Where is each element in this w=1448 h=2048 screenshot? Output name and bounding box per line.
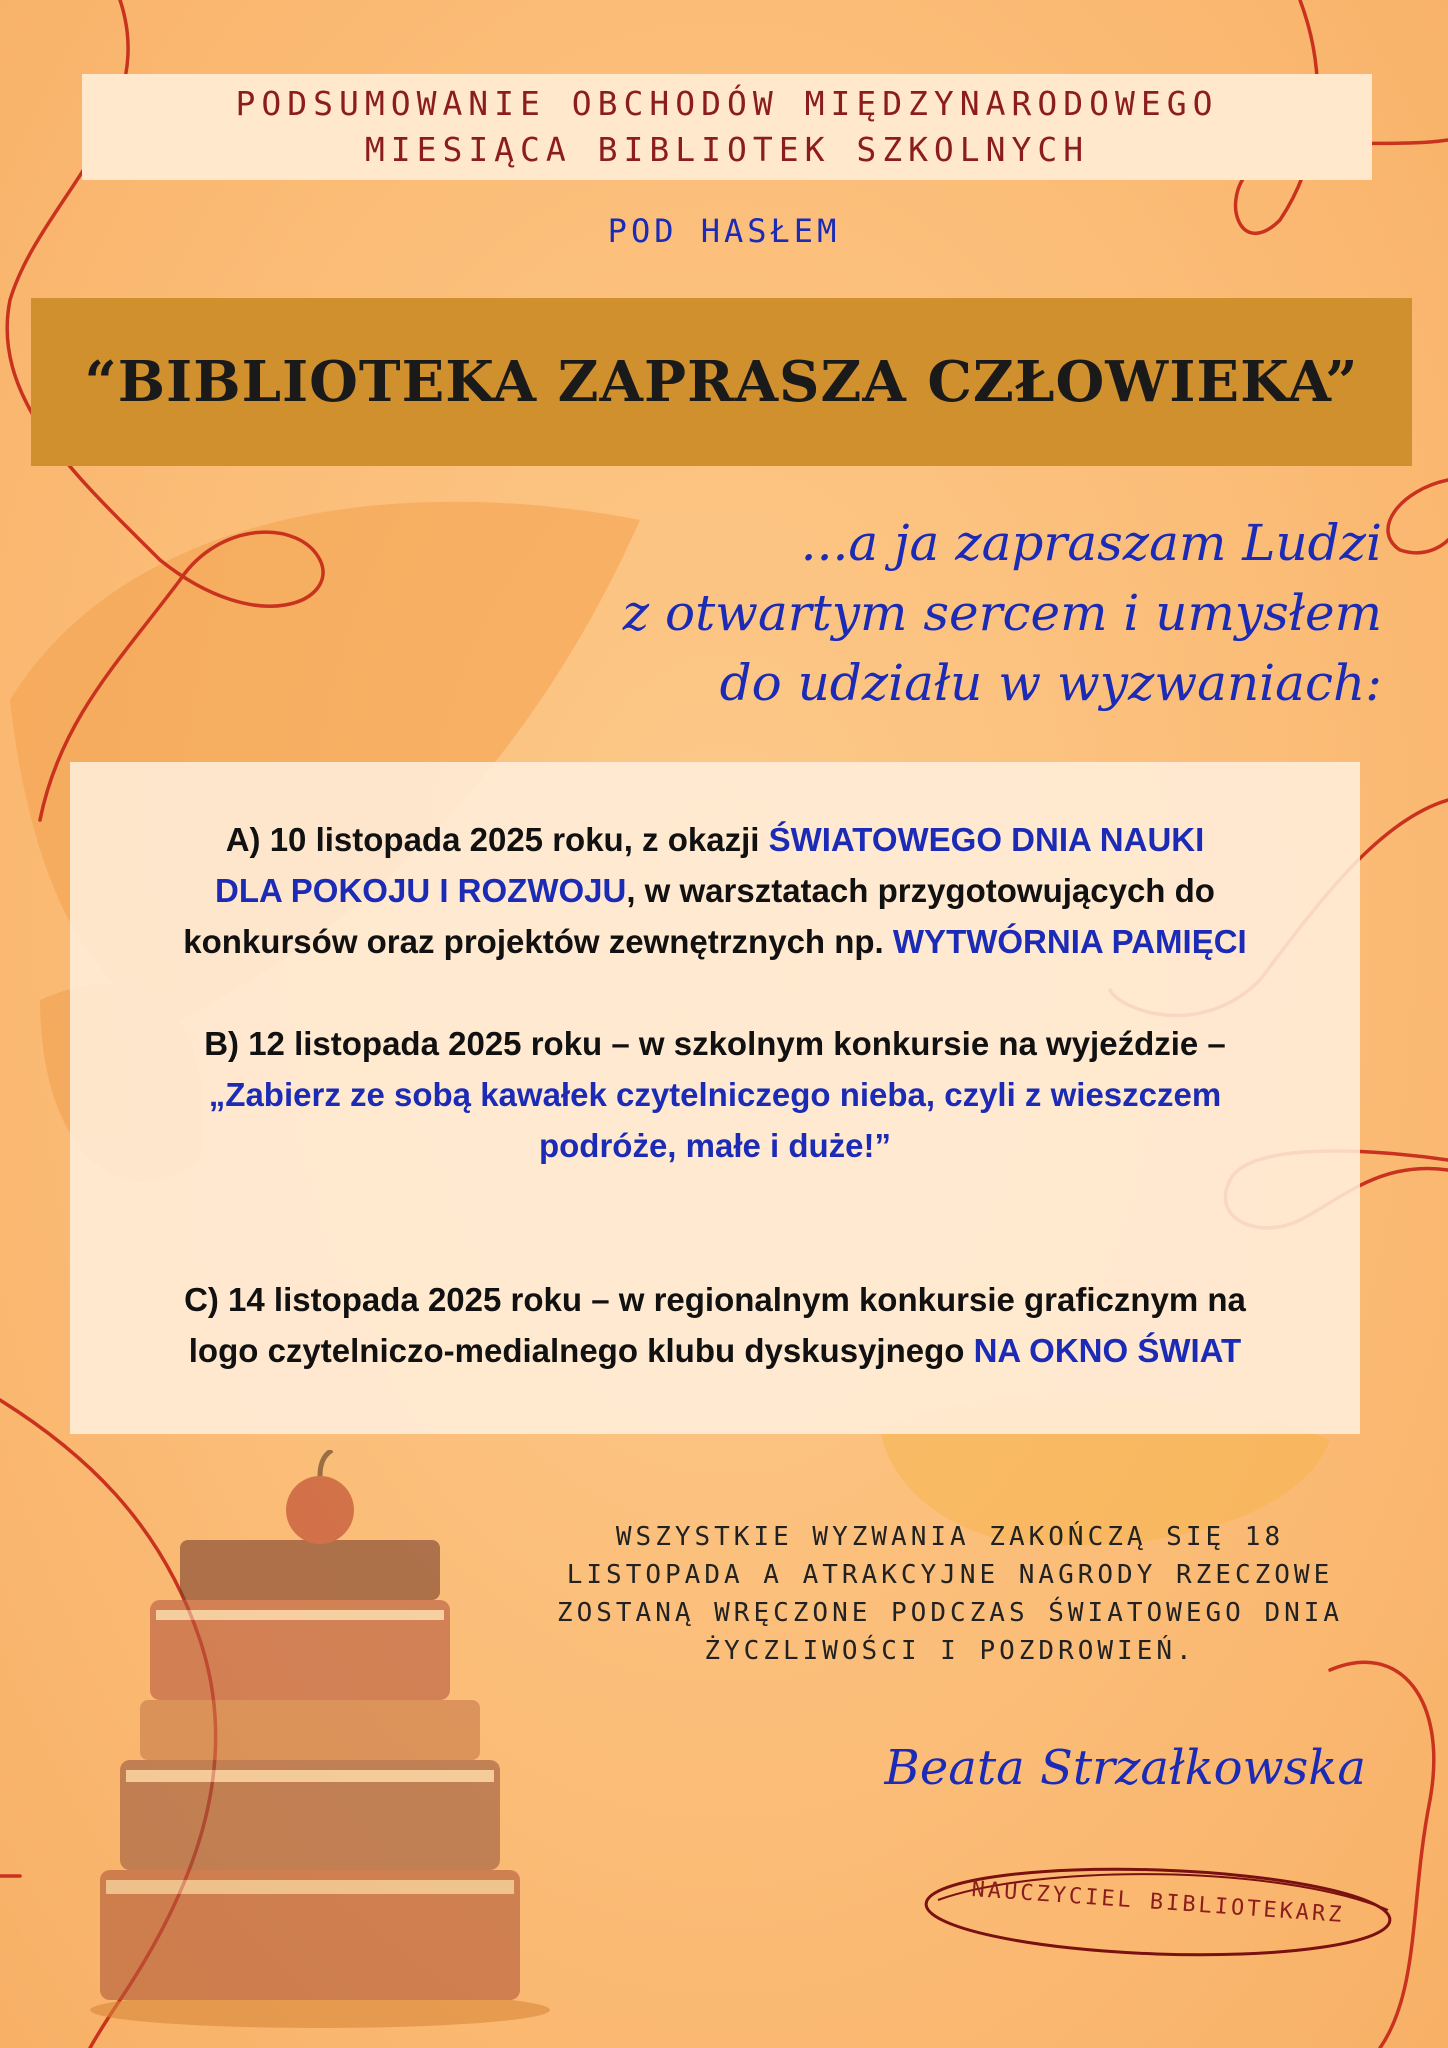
challenge-a-line-3	[70, 916, 1360, 967]
header-line-1: PODSUMOWANIE OBCHODÓW MIĘDZYNARODOWEGO	[235, 84, 1219, 123]
header-line-2: MIESIĄCA BIBLIOTEK SZKOLNYCH	[364, 130, 1090, 169]
banner-title: “BIBLIOTEKA ZAPRASZA CZŁOWIEKA”	[84, 349, 1359, 415]
challenge-a-event-cont: DLA POKOJU I ROZWOJU	[215, 872, 627, 909]
title-banner	[31, 298, 1412, 466]
footer-line-2: LISTOPADA A ATRAKCYJNE NAGRODY RZECZOWE	[566, 1560, 1334, 1590]
subheading: POD HASŁEM	[607, 212, 841, 250]
challenge-c	[70, 1274, 1360, 1376]
challenge-a-text-2: konkursów oraz projektów zewnętrznych np.	[183, 923, 893, 960]
challenge-a-event: ŚWIATOWEGO DNIA NAUKI	[768, 821, 1205, 858]
challenge-c-line-2	[70, 1325, 1360, 1376]
challenge-b-line-2: „Zabierz ze sobą kawałek czytelniczego nieba, czyli z wieszczem	[208, 1076, 1222, 1113]
signature: Beata Strzałkowska	[884, 1740, 1366, 1796]
invite-line-2: z otwartym sercem i umysłem	[622, 584, 1382, 642]
challenges-panel	[70, 762, 1360, 1434]
challenge-a-date: A) 10 listopada 2025 roku, z okazji	[225, 821, 769, 858]
challenge-a-project: WYTWÓRNIA PAMIĘCI	[892, 923, 1247, 960]
challenge-b-line-1: B) 12 listopada 2025 roku – w szkolnym konkursie na wyjeździe –	[204, 1025, 1226, 1062]
challenge-a-line-2	[70, 865, 1360, 916]
footer-line-3: ZOSTANĄ WRĘCZONE PODCZAS ŚWIATOWEGO DNIA	[556, 1598, 1344, 1628]
challenge-c-text: logo czytelniczo-medialnego klubu dyskusyjnego	[188, 1332, 974, 1369]
role-label: NAUCZYCIEL BIBLIOTEKARZ	[970, 1876, 1346, 1929]
challenge-c-line-1: C) 14 listopada 2025 roku – w regionalnym konkursie graficznym na	[184, 1281, 1246, 1318]
books-stack-with-apple-icon	[80, 1450, 560, 2030]
invite-text	[482, 508, 1382, 718]
challenge-b	[70, 1018, 1360, 1171]
challenge-b-line-3: podróże, małe i duże!”	[538, 1127, 892, 1164]
role-stamp	[918, 1860, 1398, 1960]
footer-line-1: WSZYSTKIE WYZWANIA ZAKOŃCZĄ SIĘ 18	[615, 1522, 1285, 1552]
challenge-a	[70, 814, 1360, 967]
header-box	[82, 74, 1372, 180]
footer-line-4: ŻYCZLIWOŚCI I POZDROWIEŃ.	[704, 1636, 1196, 1666]
invite-line-3: do udziału w wyzwaniach:	[719, 654, 1382, 712]
challenge-a-line-1	[70, 814, 1360, 865]
invite-line-1: ...a ja zapraszam Ludzi	[800, 514, 1382, 572]
challenge-c-club: NA OKNO ŚWIAT	[973, 1332, 1242, 1369]
footer-note	[500, 1518, 1400, 1670]
challenge-a-text: , w warsztatach przygotowujących do	[626, 872, 1215, 909]
